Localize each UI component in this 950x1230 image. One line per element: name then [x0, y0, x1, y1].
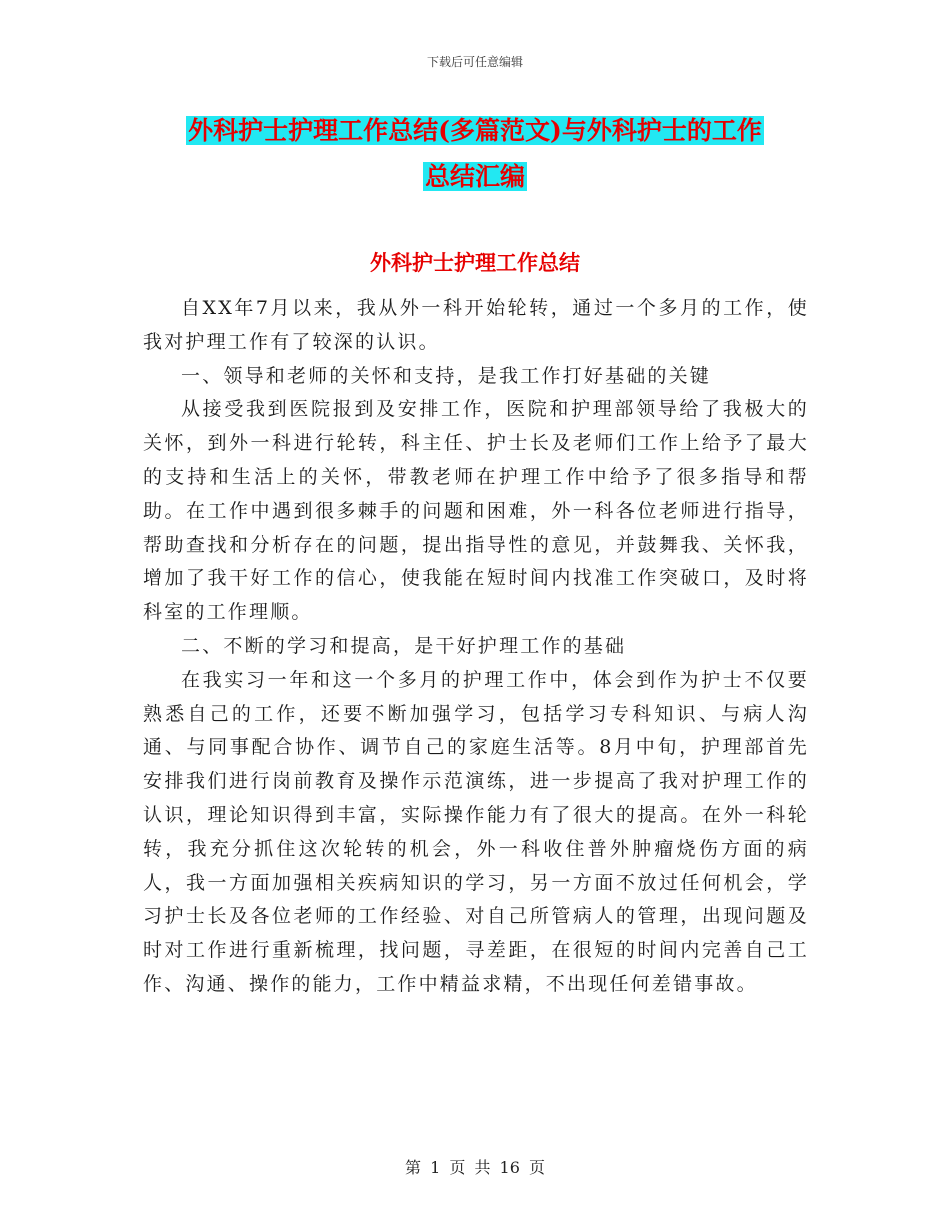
title-line-2: 总结汇编 — [424, 162, 525, 191]
paragraph-intro: 自XX年7月以来，我从外一科开始轮转，通过一个多月的工作，使我对护理工作有了较深的认识。 — [143, 297, 809, 353]
page-number: 第 1 页 共 16 页 — [405, 1158, 545, 1177]
title-line-1: 外科护士护理工作总结(多篇范文)与外科护士的工作 — [188, 116, 762, 145]
paragraph-one: 从接受我到医院报到及安排工作，医院和护理部领导给了我极大的关怀，到外一科进行轮转，科主任、护士长及老师们工作上给予了最大的支持和生活上的关怀，带教老师在护理工作中给予了很多指导和帮助。在工作中遇到很多棘手的问题和困难，外一科各位老师进行指导，帮助查找和分析存在的问题，提出指导性的意见，并鼓舞我、关怀我，增加了我干好工作的信心，使我能在短时间内找准工作突破口，及时将科室的工作理顺。 — [143, 398, 809, 624]
header-note: 下载后可任意编辑 — [426, 55, 523, 69]
document-title — [140, 108, 810, 200]
heading-one: 一、领导和老师的关怀和支持，是我工作打好基础的关键 — [181, 364, 712, 387]
section-title: 外科护士护理工作总结 — [370, 250, 580, 275]
document-body — [143, 292, 809, 1002]
paragraph-two: 在我实习一年和这一个多月的护理工作中，体会到作为护士不仅要熟悉自己的工作，还要不断加强学习，包括学习专科知识、与病人沟通、与同事配合协作、调节自己的家庭生活等。8月中旬，护理部首先安排我们进行岗前教育及操作示范演练，进一步提高了我对护理工作的认识，理论知识得到丰富，实际操作能力有了很大的提高。在外一科轮转，我充分抓住这次轮转的机会，外一科收住普外肿瘤烧伤方面的病人，我一方面加强相关疾病知识的学习，另一方面不放过任何机会，学习护士长及各位老师的工作经验、对自己所管病人的管理，出现问题及时对工作进行重新梳理，找问题，寻差距，在很短的时间内完善自己工作、沟通、操作的能力，工作中精益求精，不出现任何差错事故。 — [143, 668, 809, 995]
heading-two: 二、不断的学习和提高，是干好护理工作的基础 — [181, 634, 627, 657]
